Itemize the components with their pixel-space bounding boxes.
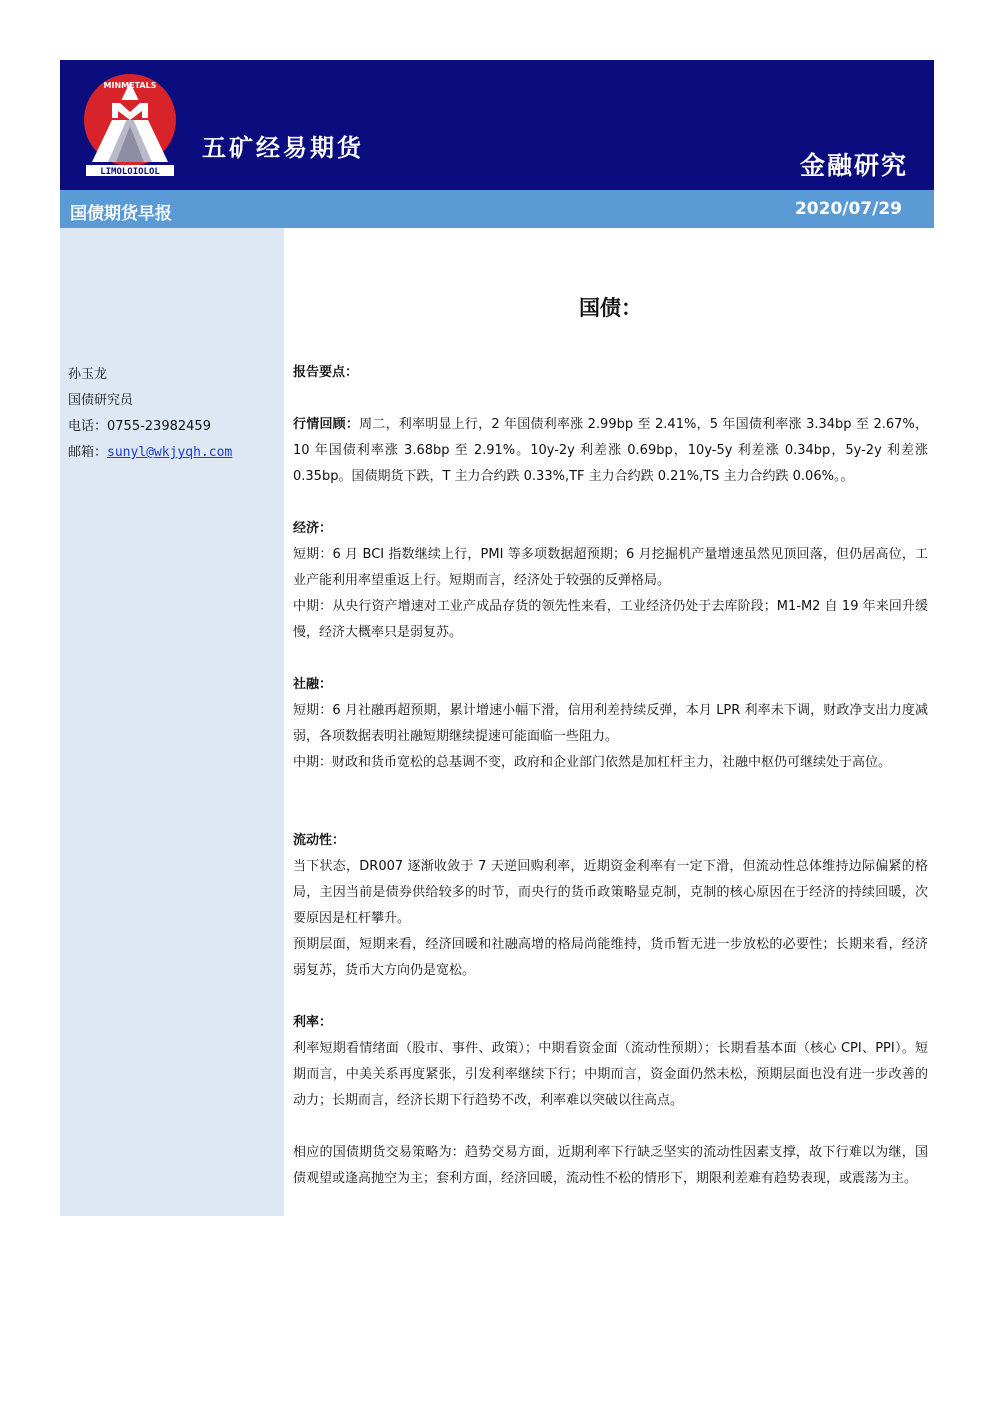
svg-text:MINMETALS: MINMETALS	[103, 81, 157, 90]
key-points-heading: 报告要点：	[293, 365, 359, 380]
liquidity-current: 当下状态，DR007 逐渐收敛于 7 天逆回购利率，近期资金利率有一定下滑，但流动性总体维持边际偏紧的格局，主因当前是债券供给较多的时节，而央行的货币政策略显克制，克制的核心原因在于经济的持续回暖，次要原因是杠杆攀升。	[293, 859, 928, 926]
author-name: 孙玉龙	[68, 367, 108, 382]
trading-strategy: 相应的国债期货交易策略为：趋势交易方面，近期利率下行缺乏坚实的流动性因素支撑，故下行难以为继，国债观望或逢高抛空为主；套利方面，经济回暖，流动性不松的情形下，期限利差难有趋势表现，或震荡为主。	[293, 1145, 928, 1186]
market-review-text: 周二，利率明显上行，2 年国债利率涨 2.99bp 至 2.41%，5 年国债利率涨 3.34bp 至 2.67%，10 年国债利率涨 3.68bp 至 2.91%。10y-2y 利差涨 0.69bp，10y-5y 利差涨 0.34bp，5y-2y 利差涨 0.35bp。国债期货下跌，T 主力合约跌 0.33%,TF 主力合约跌 0.21%,TS 主力合约跌 0.06%。。	[293, 417, 928, 484]
rates-section	[293, 1010, 928, 1192]
company-logo	[80, 70, 180, 178]
svg-text:LIMOLOIOLOL: LIMOLOIOLOL	[100, 167, 160, 177]
market-review-label: 行情回顾：	[293, 417, 360, 432]
report-header	[60, 60, 934, 190]
report-date: 2020/07/29	[794, 199, 902, 219]
liquidity-expectation: 预期层面，短期来看，经济回暖和社融高增的格局尚能维持，货币暂无进一步放松的必要性；长期来看，经济弱复苏，货币大方向仍是宽松。	[293, 937, 928, 978]
email-link[interactable]: sunyl@wkjyqh.com	[107, 445, 233, 460]
company-name: 五矿经易期货	[202, 134, 364, 162]
author-sidebar	[60, 228, 284, 1216]
social-financing-short-term: 短期：6 月社融再超预期，累计增速小幅下滑，信用利差持续反弹，本月 LPR 利率未下调，财政净支出力度减弱，各项数据表明社融短期继续提速可能面临一些阻力。	[293, 703, 928, 744]
social-financing-mid-term: 中期：财政和货币宽松的总基调不变，政府和企业部门依然是加杠杆主力，社融中枢仍可继续处于高位。	[293, 755, 892, 770]
author-email: 邮箱：sunyl@wkjyqh.com	[68, 445, 233, 460]
economy-mid-term: 中期：从央行资产增速对工业产成品存货的领先性来看，工业经济仍处于去库阶段；M1-M2 自 19 年来回升缓慢，经济大概率只是弱复苏。	[293, 599, 928, 640]
market-review	[293, 412, 928, 490]
rates-analysis: 利率短期看情绪面（股市、事件、政策）；中期看资金面（流动性预期）；长期看基本面（核心 CPI、PPI）。短期而言，中美关系再度紧张，引发利率继续下行；中期而言，资金面仍然未松，预期层面也没有进一步改善的动力；长期而言，经济长期下行趋势不改，利率难以突破以往高点。	[293, 1041, 928, 1108]
rates-heading: 利率：	[293, 1015, 333, 1030]
economy-heading: 经济：	[293, 521, 333, 536]
social-financing-section	[293, 672, 928, 776]
author-title: 国债研究员	[68, 393, 134, 408]
author-info	[68, 362, 232, 466]
social-financing-heading: 社融：	[293, 677, 333, 692]
liquidity-heading: 流动性：	[293, 833, 346, 848]
report-name: 国债期货早报	[70, 204, 172, 224]
economy-section	[293, 516, 928, 646]
report-subheader	[60, 190, 934, 228]
document-title: 国债：	[579, 296, 642, 320]
section-title: 金融研究	[799, 151, 908, 180]
liquidity-section	[293, 828, 928, 984]
author-phone: 电话：0755-23982459	[68, 419, 211, 434]
economy-short-term: 短期：6 月 BCI 指数继续上行，PMI 等多项数据超预期；6 月挖掘机产量增速虽然见顶回落，但仍居高位，工业产能利用率望重返上行。短期而言，经济处于较强的反弹格局。	[293, 547, 928, 588]
